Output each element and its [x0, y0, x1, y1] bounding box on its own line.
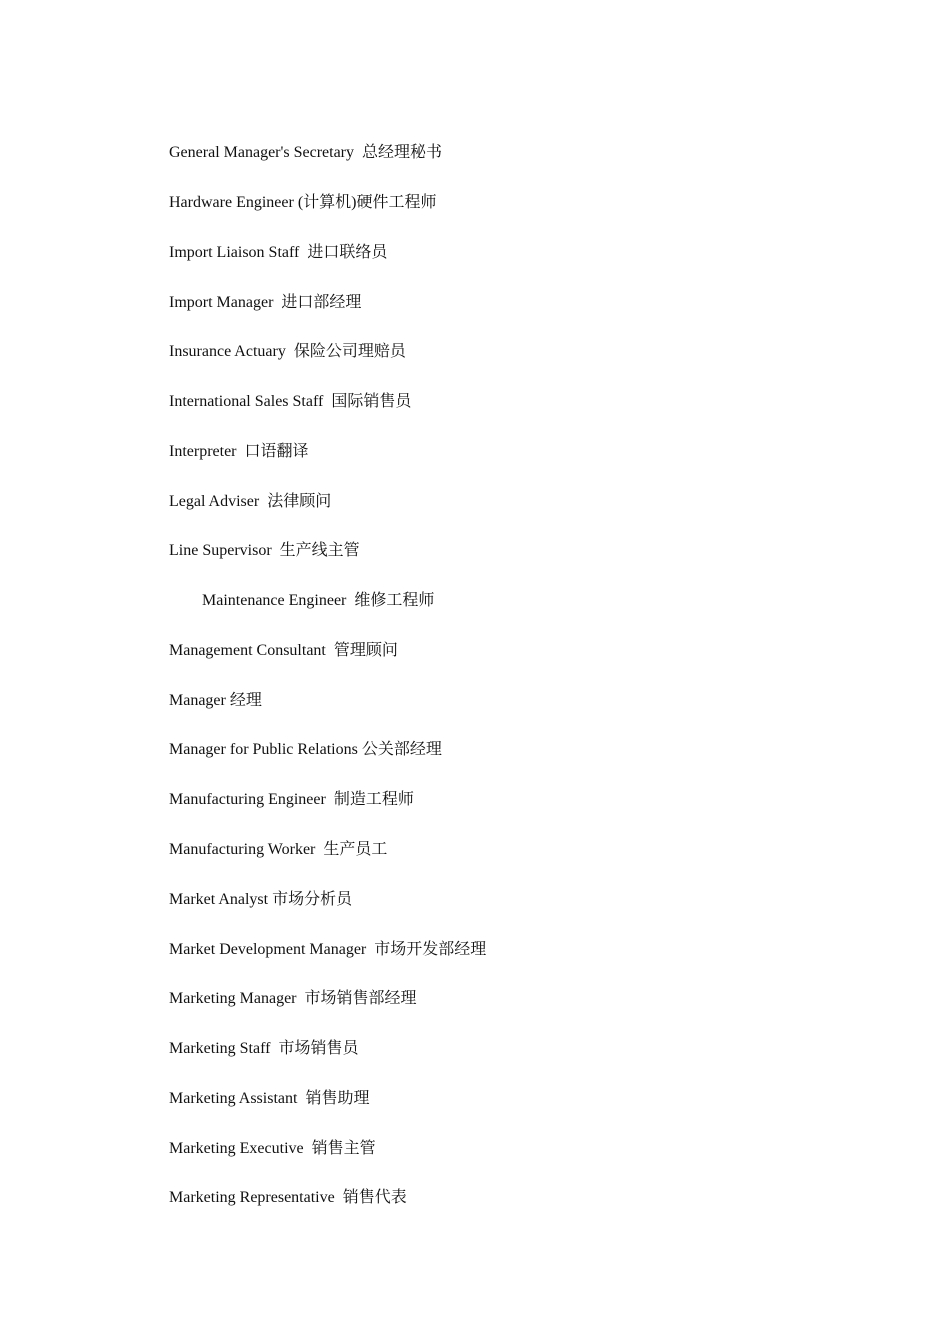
entry-import-manager: Import Manager 进口部经理 — [169, 294, 362, 311]
entry-marketing-manager: Marketing Manager 市场销售部经理 — [169, 990, 417, 1007]
entry-market-analyst: Market Analyst 市场分析员 — [169, 891, 353, 908]
entry-manufacturing-worker: Manufacturing Worker 生产员工 — [169, 841, 388, 858]
entry-manufacturing-engineer: Manufacturing Engineer 制造工程师 — [169, 791, 414, 808]
entry-line-supervisor: Line Supervisor 生产线主管 — [169, 542, 360, 559]
entry-maintenance-engineer: Maintenance Engineer 维修工程师 — [202, 592, 435, 609]
entry-management-consultant: Management Consultant 管理顾问 — [169, 642, 398, 659]
entry-general-managers-secretary: General Manager's Secretary 总经理秘书 — [169, 144, 443, 161]
entry-hardware-engineer: Hardware Engineer (计算机)硬件工程师 — [169, 194, 437, 211]
entry-marketing-executive: Marketing Executive 销售主管 — [169, 1140, 376, 1157]
entry-international-sales-staff: International Sales Staff 国际销售员 — [169, 393, 412, 410]
entry-manager: Manager 经理 — [169, 692, 262, 709]
entry-manager-public-relations: Manager for Public Relations 公关部经理 — [169, 741, 442, 758]
entry-marketing-staff: Marketing Staff 市场销售员 — [169, 1040, 359, 1057]
entry-interpreter: Interpreter 口语翻译 — [169, 443, 309, 460]
entry-legal-adviser: Legal Adviser 法律顾问 — [169, 493, 332, 510]
entry-marketing-representative: Marketing Representative 销售代表 — [169, 1189, 407, 1206]
entry-market-development-manager: Market Development Manager 市场开发部经理 — [169, 941, 487, 958]
entry-insurance-actuary: Insurance Actuary 保险公司理赔员 — [169, 343, 406, 360]
entry-marketing-assistant: Marketing Assistant 销售助理 — [169, 1090, 370, 1107]
entry-import-liaison-staff: Import Liaison Staff 进口联络员 — [169, 244, 388, 261]
